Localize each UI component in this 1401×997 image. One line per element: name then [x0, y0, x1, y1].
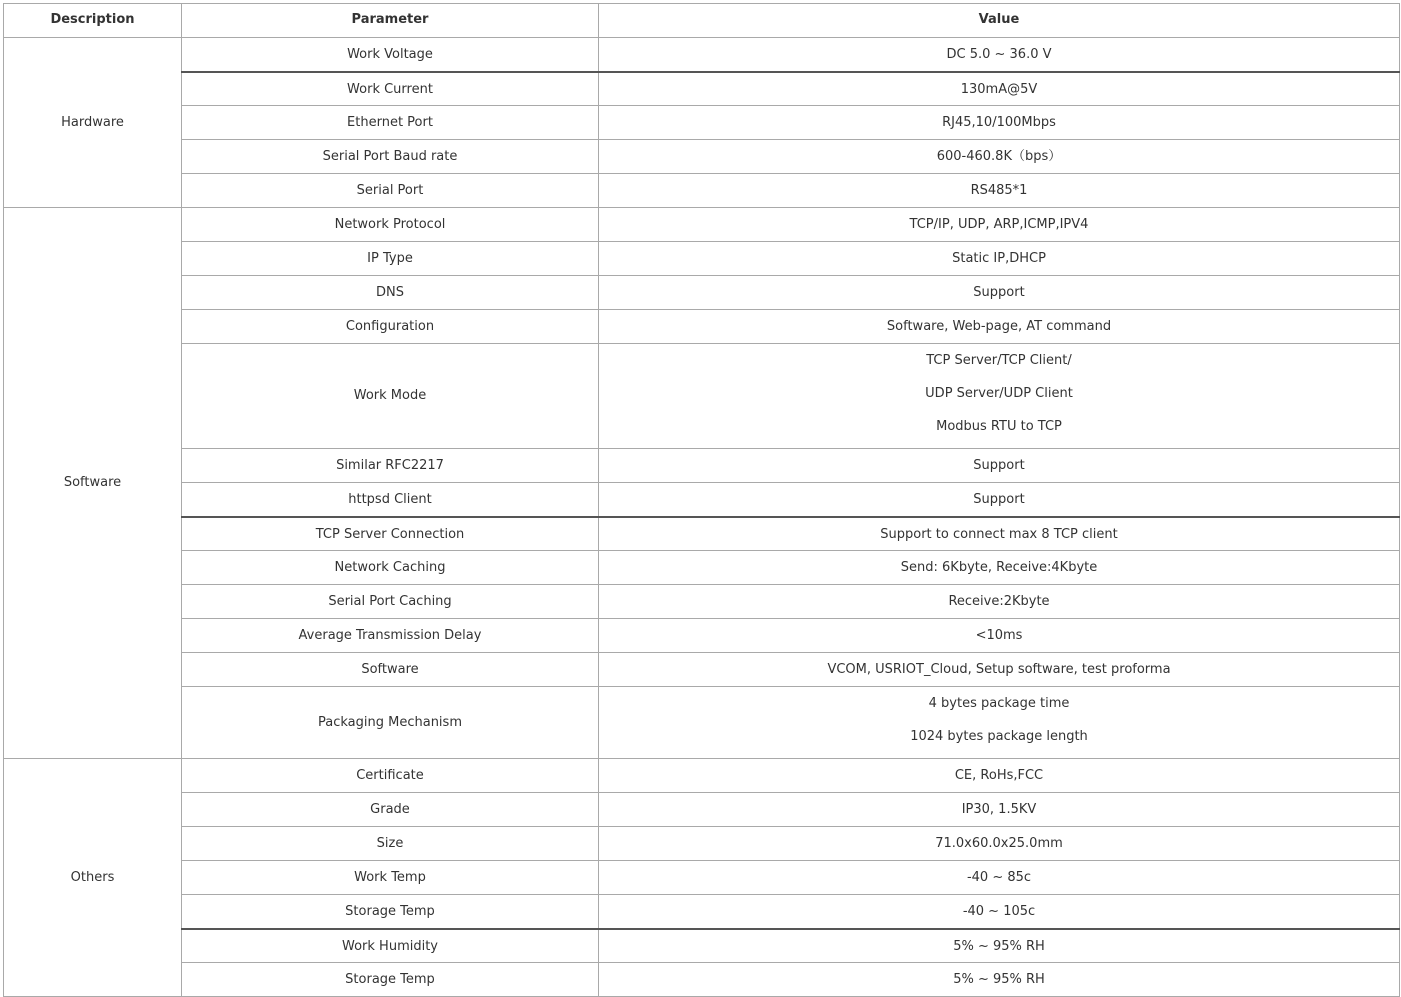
parameter-cell: Work Mode — [182, 344, 599, 449]
table-row — [4, 619, 1400, 653]
value-cell: Send: 6Kbyte, Receive:4Kbyte — [599, 551, 1400, 585]
value-cell: Support — [599, 276, 1400, 310]
value-cell: DC 5.0 ~ 36.0 V — [599, 38, 1400, 72]
header-description: Description — [4, 4, 182, 38]
table-row — [4, 344, 1400, 449]
table-row — [4, 895, 1400, 929]
header-value: Value — [599, 4, 1400, 38]
parameter-cell: Software — [182, 653, 599, 687]
value-cell: 5% ~ 95% RH — [599, 963, 1400, 997]
parameter-cell: TCP Server Connection — [182, 517, 599, 551]
table-row — [4, 963, 1400, 997]
value-cell: 71.0x60.0x25.0mm — [599, 827, 1400, 861]
table-row — [4, 827, 1400, 861]
value-cell: VCOM, USRIOT_Cloud, Setup software, test proforma — [599, 653, 1400, 687]
value-cell: IP30, 1.5KV — [599, 793, 1400, 827]
table-row — [4, 72, 1400, 106]
value-line: UDP Server/UDP Client — [925, 386, 1073, 401]
value-line: 4 bytes package time — [928, 696, 1070, 711]
parameter-cell: Average Transmission Delay — [182, 619, 599, 653]
parameter-cell: Size — [182, 827, 599, 861]
value-cell — [599, 344, 1400, 449]
value-cell: CE, RoHs,FCC — [599, 759, 1400, 793]
parameter-cell: Ethernet Port — [182, 106, 599, 140]
table-row — [4, 38, 1400, 72]
parameter-cell: DNS — [182, 276, 599, 310]
parameter-cell: Configuration — [182, 310, 599, 344]
parameter-cell: Serial Port Caching — [182, 585, 599, 619]
parameter-cell: Serial Port — [182, 174, 599, 208]
table-row — [4, 793, 1400, 827]
table-row — [4, 929, 1400, 963]
parameter-cell: httpsd Client — [182, 483, 599, 517]
parameter-cell: Similar RFC2217 — [182, 449, 599, 483]
value-cell — [599, 687, 1400, 759]
value-line: 1024 bytes package length — [910, 729, 1088, 744]
table-row — [4, 106, 1400, 140]
table-row — [4, 759, 1400, 793]
value-cell: Support — [599, 449, 1400, 483]
table-row — [4, 276, 1400, 310]
parameter-cell: Work Temp — [182, 861, 599, 895]
parameter-cell: Storage Temp — [182, 895, 599, 929]
header-parameter: Parameter — [182, 4, 599, 38]
value-cell: TCP/IP, UDP, ARP,ICMP,IPV4 — [599, 208, 1400, 242]
table-row — [4, 174, 1400, 208]
value-cell: 130mA@5V — [599, 72, 1400, 106]
parameter-cell: Serial Port Baud rate — [182, 140, 599, 174]
value-cell: -40 ~ 85c — [599, 861, 1400, 895]
table-row — [4, 140, 1400, 174]
table-row — [4, 449, 1400, 483]
value-cell: 600-460.8K（bps） — [599, 140, 1400, 174]
value-cell: <10ms — [599, 619, 1400, 653]
parameter-cell: Network Protocol — [182, 208, 599, 242]
parameter-cell: Work Humidity — [182, 929, 599, 963]
value-cell: Static IP,DHCP — [599, 242, 1400, 276]
parameter-cell: IP Type — [182, 242, 599, 276]
value-cell: Support to connect max 8 TCP client — [599, 517, 1400, 551]
value-cell: Software, Web-page, AT command — [599, 310, 1400, 344]
table-row — [4, 687, 1400, 759]
table-row — [4, 517, 1400, 551]
value-cell: Support — [599, 483, 1400, 517]
group-software: Software — [4, 208, 182, 759]
value-cell: 5% ~ 95% RH — [599, 929, 1400, 963]
parameter-cell: Storage Temp — [182, 963, 599, 997]
table-row — [4, 208, 1400, 242]
parameter-cell: Work Voltage — [182, 38, 599, 72]
value-cell: Receive:2Kbyte — [599, 585, 1400, 619]
table-row — [4, 585, 1400, 619]
table-row — [4, 242, 1400, 276]
table-row — [4, 653, 1400, 687]
group-hardware: Hardware — [4, 38, 182, 208]
parameter-cell: Certificate — [182, 759, 599, 793]
table-row — [4, 551, 1400, 585]
table-row — [4, 310, 1400, 344]
value-cell: RJ45,10/100Mbps — [599, 106, 1400, 140]
value-cell: -40 ~ 105c — [599, 895, 1400, 929]
value-line: TCP Server/TCP Client/ — [926, 353, 1072, 368]
table-row — [4, 483, 1400, 517]
value-cell: RS485*1 — [599, 174, 1400, 208]
parameter-cell: Network Caching — [182, 551, 599, 585]
table-row — [4, 861, 1400, 895]
parameter-cell: Packaging Mechanism — [182, 687, 599, 759]
value-line: Modbus RTU to TCP — [936, 419, 1062, 434]
header-row — [4, 4, 1400, 38]
spec-table — [3, 3, 1400, 997]
parameter-cell: Grade — [182, 793, 599, 827]
group-others: Others — [4, 759, 182, 997]
parameter-cell: Work Current — [182, 72, 599, 106]
